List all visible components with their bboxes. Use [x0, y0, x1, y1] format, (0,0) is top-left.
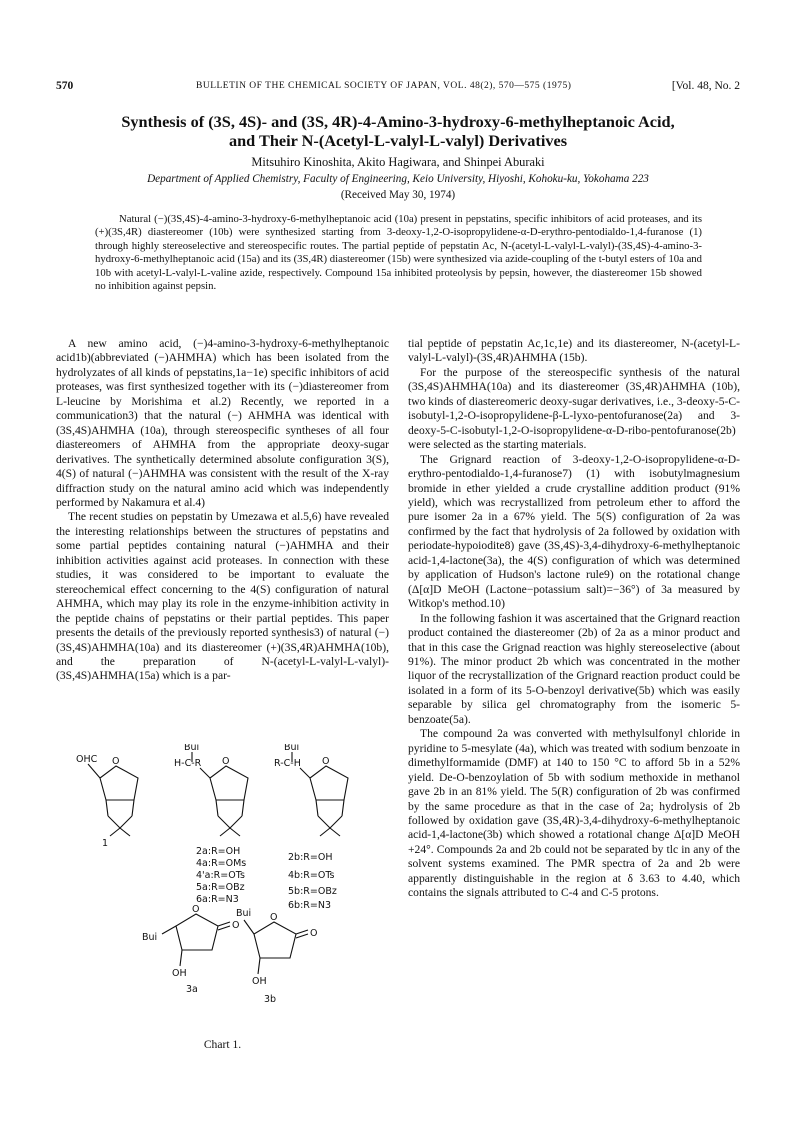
furanose-ring-1 [100, 766, 138, 800]
label-ring-o: O [192, 904, 200, 915]
label-compound-3b: 3b [264, 994, 277, 1005]
label-rch: R-C-H [274, 758, 301, 769]
journal-citation: BULLETIN OF THE CHEMICAL SOCIETY OF JAPAN, VOL. 48(2), 570—575 (1975) [196, 81, 572, 91]
paragraph: In the following fashion it was ascertained that the Grignard reaction product contained the diastereomer (2b) of 2a as a minor product and that in this case the Grignad reaction was highly stereoselective (about 91%). The minor product 2b which was concentrated in the mother liquor of the recrystallization of the Grignard reaction product could be isolated in a form of its 5-O-benzoyl derivative(5b) which was easily separable by silica gel chromatography from the isomeric 5-benzoate(5a). [408, 611, 740, 726]
left-column [56, 337, 389, 684]
affiliation: Department of Applied Chemistry, Faculty of Engineering, Keio University, Hiyoshi, Kohoku-ku, Yokohama 223 [147, 173, 649, 185]
lactone-ring-3a [176, 914, 218, 950]
structure-drawing [76, 744, 376, 1024]
right-column [408, 337, 740, 901]
paper-title [56, 112, 740, 150]
compound-list-item: 6b:R=N3 [288, 900, 331, 911]
label-oh-3b: OH [252, 976, 267, 987]
label-ring-o: O [112, 756, 120, 767]
chart-1-structures [76, 744, 376, 1024]
lactone-ring-3b [254, 922, 296, 958]
furanose-ring-2b [310, 766, 348, 800]
paragraph: A new amino acid, (−)4-amino-3-hydroxy-6-methylheptanoic acid1b)(abbreviated (−)AHMHA) which has been isolated from the hydrolyzates of all kinds of pepstatins,1a−1e) specific inhibitors of acid proteases, was first synthesized together with its (−)diastereomer from L-leucine by Morishima et al.2) Recently, we reported in a communication3) that the natural (−) AHMHA was identical with (3S,4S)AHMHA (10a), through stereospecific syntheses of all four diastereomers of AHMHA from the appropriate deoxy-sugar derivatives. The synthetically determined absolute configuration 3(S), 4(S) of natural (−)AHMHA was consistent with the result of the X-ray diffraction study on the natural amino acid which was independently performed by Nakamura et al.4) [56, 337, 389, 509]
compound-list-item: 5a:R=OBz [196, 882, 245, 893]
label-compound-1: 1 [102, 838, 109, 849]
label-carbonyl-o: O [232, 920, 240, 931]
label-ohc: OHC [76, 754, 98, 765]
compound-list-item: 6a:R=N3 [196, 894, 239, 905]
label-ring-o: O [322, 756, 330, 767]
compound-list-item: 4b:R=OTs [288, 870, 335, 881]
title-line-1: Synthesis of (3S, 4S)- and (3S, 4R)-4-Amino-3-hydroxy-6-methylheptanoic Acid, [121, 112, 675, 131]
chart-caption: Chart 1. [203, 1038, 242, 1051]
label-compound-3a: 3a [186, 984, 198, 995]
title-line-2: and Their N-(Acetyl-L-valyl-L-valyl) Derivatives [228, 131, 568, 150]
furanose-ring-2a [210, 766, 248, 800]
paragraph: For the purpose of the stereospecific synthesis of the natural (3S,4S)AHMHA(10a) and its diastereomer (3S,4R)AHMHA (10b), two kinds of diastereomeric deoxy-sugar derivatives, i.e., 3-deoxy-5-C-isobutyl-1,2-O-isopropylidene-β-L-lyxo-pentofuranose(2a) and 3-deoxy-5-C-isobutyl-1,2-O-isopropylidene-α-D-ribo-pentofuranose(2b) were selected as the starting materials. [408, 365, 740, 452]
compound-list-item: 4a:R=OMs [196, 858, 247, 869]
author-list: Mitsuhiro Kinoshita, Akito Hagiwara, and Shinpei Aburaki [251, 155, 545, 169]
label-carbonyl-o: O [310, 928, 318, 939]
running-header [56, 80, 740, 96]
compound-list-item: 2a:R=OH [196, 846, 241, 857]
label-bu-2b: Bui [284, 744, 300, 753]
compound-list-item: 4'a:R=OTs [196, 870, 245, 881]
label-ring-o: O [222, 756, 230, 767]
compound-list-item: 5b:R=OBz [288, 886, 337, 897]
label-hcr: H-C-R [174, 758, 202, 769]
label-bu-3a: Bui [142, 932, 158, 943]
label-bu-3b: Bui [236, 908, 252, 919]
paragraph: The recent studies on pepstatin by Umezawa et al.5,6) have revealed the interesting relationships between the structures of pepstatins and some partial peptides containing natural (−)AHMHA and their inhibition activities against acid proteases. In connection with these studies, it was considered to be important to evaluate the stereochemical effect concerning to the 4(S) configuration of natural AHMHA, which may play its role in the enzyme-inhibition activity in the peptide chains of pepstatins or their partial peptides. This paper presents the details of the previously reported synthesis3) of natural (−)(3S,4S)AHMHA(10a) and its diastereomer (+)(3S,4R)AHMHA(10b), and the preparation of N-(acetyl-L-valyl-L-valyl)-(3S,4S)AHMHA(15a) which is a par- [56, 510, 389, 683]
received-date: (Received May 30, 1974) [340, 189, 456, 201]
volume-issue: [Vol. 48, No. 2 [671, 80, 740, 92]
abstract: Natural (−)(3S,4S)-4-amino-3-hydroxy-6-methylheptanoic acid (10a) present in pepstatins, specific inhibitors of acid proteases, and its (+)(3S,4R) diastereomer (10b) were synthesized starting from 3-deoxy-1,2-O-isopropylidene-α-D-erythro-pentodialdo-1,4-furanose (1) through highly stereoselective and stereospecific routes. The partial peptide of pepstatin Ac, N-(acetyl-L-valyl-L-valyl)-(3S,4S)-4-amino-3-hydroxy-6-methylheptanoic acid (15a) and its (3S,4R) diastereomer (15b) were synthesized via azide-coupling of the t-butyl esters of 10a and 10b with acetyl-L-valyl-L-valine azide, respectively. Compound 15a inhibited proteolysis by pepsin, however, the diastereomer 15b showed no inhibition against pepsin. [95, 213, 702, 293]
label-oh-3a: OH [172, 968, 187, 979]
paragraph: The Grignard reaction of 3-deoxy-1,2-O-isopropylidene-α-D-erythro-pentodialdo-1,4-furanose7) (1) with isobutylmagnesium bromide in ether yielded a crude crystalline addition product (91% yield), which was recrystallized from petroleum ether to afford the pure isomer 2a in a 67% yield. The 5(S) configuration of 2a was confirmed by the fact that hydrolysis of 2a followed by oxidation with periodate-hypoiodite8) gave (3S,4S)-3,4-dihydroxy-6-methylheptanoic acid-1,4-lactone(3a), the 4(S) configuration of which was determined by application of Hudson's lactone rule9) on the rotational change (Δ[α]D MeOH (Lactone−potassium salt)=−36°) of 3a measured by Witkop's method.10) [408, 452, 740, 611]
label-bu-2a: Bui [184, 744, 200, 753]
compound-list-item: 2b:R=OH [288, 852, 333, 863]
page-number: 570 [56, 80, 74, 92]
paragraph: tial peptide of pepstatin Ac,1c,1e) and its diastereomer, N-(acetyl-L-valyl-L-valyl)-(3S,4R)AHMHA (15b). [408, 337, 740, 365]
label-ring-o: O [270, 912, 278, 923]
paragraph: The compound 2a was converted with methylsulfonyl chloride in pyridine to 5-mesylate (4a), which was treated with sodium benzoate in dimethylformamide (DMF) at 140 to 150 °C to afford 5b in a 52% yield. De-O-benzoylation of 5b with sodium methoxide in methanol gave 2b in an 81% yield. The 5(R) configuration of 2b was confirmed by the same procedure as that in the case of 2a; hydrolysis of 2b followed by oxidation gave (3S,4R)-3,4-dihydroxy-6-methylheptanoic acid-1,4-lactone(3b) which showed a rotational change Δ[α]D MeOH +24°. Compounds 2a and 2b could not be separated by tlc in any of the solvent systems examined. The PMR spectra of 2a and 2b were apparently distinguishable in the region at δ 3.63 to 4.40, which contains the signals attributed to C-4 and C-5 protons. [408, 727, 740, 900]
